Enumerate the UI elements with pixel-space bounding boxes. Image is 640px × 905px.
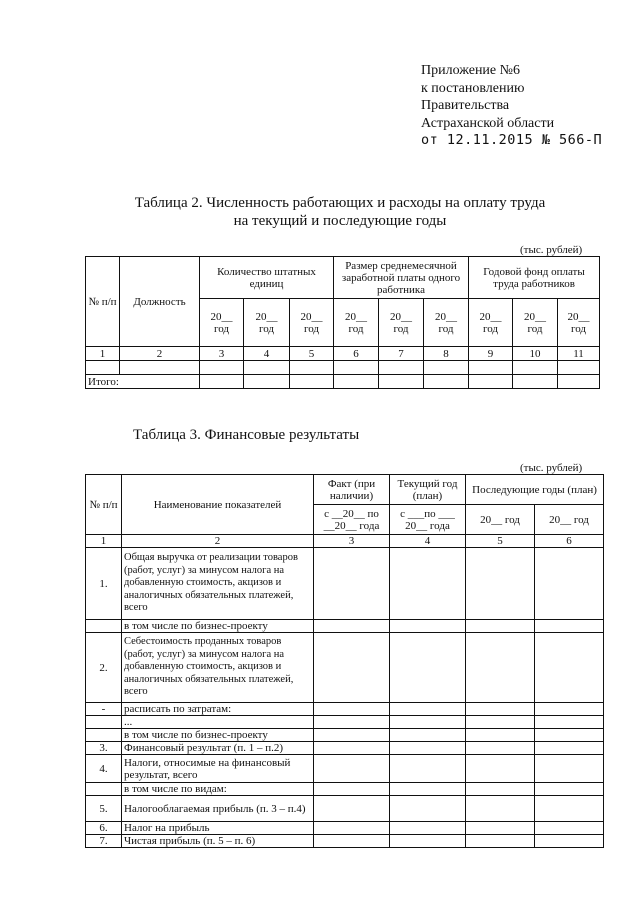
table2-title (90, 194, 590, 230)
table3-header-current: Текущий год (план) (390, 475, 466, 505)
table3-header-num: № п/п (86, 475, 122, 535)
appendix-header (421, 62, 602, 150)
row-number: - (86, 703, 122, 716)
table-row (86, 716, 604, 729)
table2-unit: (тыс. рублей) (520, 244, 583, 256)
row-name: Себестоимость проданных товаров (работ, услуг) за минусом налога на добавленную стоимость, акцизов и аналогичных обязательных платежей, всего (122, 633, 314, 703)
column-number: 4 (244, 347, 290, 361)
row-name: в том числе по бизнес-проекту (122, 729, 314, 742)
table2-title-line: на текущий и последующие годы (233, 213, 447, 229)
year-cell: 20__ год (244, 299, 290, 347)
row-name: Чистая прибыль (п. 5 – п. 6) (122, 835, 314, 848)
table3-header-name: Наименование показателей (122, 475, 314, 535)
table2-header-position: Должность (120, 257, 200, 347)
appendix-line: к постановлению (421, 80, 525, 96)
row-name: в том числе по бизнес-проекту (122, 620, 314, 633)
appendix-line: Правительства (421, 98, 510, 113)
table-row (86, 822, 604, 835)
column-number: 7 (379, 347, 424, 361)
row-name: в том числе по видам: (122, 783, 314, 796)
table2-header-num: № п/п (86, 257, 120, 347)
row-number: 1. (86, 548, 122, 620)
table2-header-fund: Годовой фонд оплаты труда работников (469, 257, 600, 299)
column-number: 5 (466, 535, 535, 548)
table3-year: 20__ год (466, 505, 535, 535)
table3-current-period: с ___по ___ 20__ года (390, 505, 466, 535)
row-name: Налог на прибыль (122, 822, 314, 835)
column-number: 2 (120, 347, 200, 361)
column-number: 2 (122, 535, 314, 548)
row-number: 7. (86, 835, 122, 848)
row-number: 5. (86, 796, 122, 822)
table-row (86, 783, 604, 796)
column-number: 10 (513, 347, 558, 361)
column-number: 6 (535, 535, 604, 548)
column-number: 3 (200, 347, 244, 361)
table-row (86, 703, 604, 716)
row-number: 3. (86, 742, 122, 755)
table-row (86, 548, 604, 620)
row-name: Налоги, относимые на финансовый результат, всего (122, 755, 314, 783)
year-cell: 20__ год (200, 299, 244, 347)
column-number: 1 (86, 347, 120, 361)
row-name: Финансовый результат (п. 1 – п.2) (122, 742, 314, 755)
row-number (86, 783, 122, 796)
table2-total-row (86, 375, 600, 389)
column-number: 3 (314, 535, 390, 548)
appendix-line: Астраханской области (421, 115, 555, 131)
table-row (86, 835, 604, 848)
table-row (86, 620, 604, 633)
total-label: Итого: (86, 375, 200, 389)
column-number: 1 (86, 535, 122, 548)
row-number: 4. (86, 755, 122, 783)
table2 (85, 256, 600, 389)
column-number: 5 (290, 347, 334, 361)
row-number (86, 729, 122, 742)
year-cell: 20__ год (334, 299, 379, 347)
column-number: 9 (469, 347, 513, 361)
resolution-date-number: от 12.11.2015 № 566-П (421, 132, 603, 148)
column-number: 8 (424, 347, 469, 361)
table-row (86, 633, 604, 703)
row-number (86, 620, 122, 633)
column-number: 4 (390, 535, 466, 548)
row-name: Налогооблагаемая прибыль (п. 3 – п.4) (122, 796, 314, 822)
row-name: ... (122, 716, 314, 729)
year-cell: 20__ год (469, 299, 513, 347)
table2-header-staff: Количество штатных единиц (200, 257, 334, 299)
table-row (86, 361, 600, 375)
table-row (86, 742, 604, 755)
year-cell: 20__ год (558, 299, 600, 347)
table-row (86, 729, 604, 742)
table3-title: Таблица 3. Финансовые результаты (133, 427, 360, 443)
year-cell: 20__ год (290, 299, 334, 347)
table2-header-salary: Размер среднемесячной заработной платы одного работника (334, 257, 469, 299)
row-number: 2. (86, 633, 122, 703)
table2-column-numbers (86, 347, 600, 361)
column-number: 11 (558, 347, 600, 361)
table-row (86, 755, 604, 783)
table3-column-numbers (86, 535, 604, 548)
appendix-line: Приложение №6 (421, 63, 520, 78)
table3 (85, 474, 604, 848)
table3-year: 20__ год (535, 505, 604, 535)
table3-fact-period: с __20__ по __20__ года (314, 505, 390, 535)
row-number: 6. (86, 822, 122, 835)
year-cell: 20__ год (513, 299, 558, 347)
row-name: Общая выручка от реализации товаров (работ, услуг) за минусом налога на добавленную стоимость, акцизов и аналогичных обязательных платежей, всего (122, 548, 314, 620)
row-number (86, 716, 122, 729)
year-cell: 20__ год (424, 299, 469, 347)
table3-header-next: Последующие годы (план) (466, 475, 604, 505)
table2-title-line: Таблица 2. Численность работающих и расходы на оплату труда (134, 195, 546, 211)
year-cell: 20__ год (379, 299, 424, 347)
column-number: 6 (334, 347, 379, 361)
table3-header-fact: Факт (при наличии) (314, 475, 390, 505)
table-row (86, 796, 604, 822)
table3-unit: (тыс. рублей) (520, 462, 583, 474)
row-name: расписать по затратам: (122, 703, 314, 716)
